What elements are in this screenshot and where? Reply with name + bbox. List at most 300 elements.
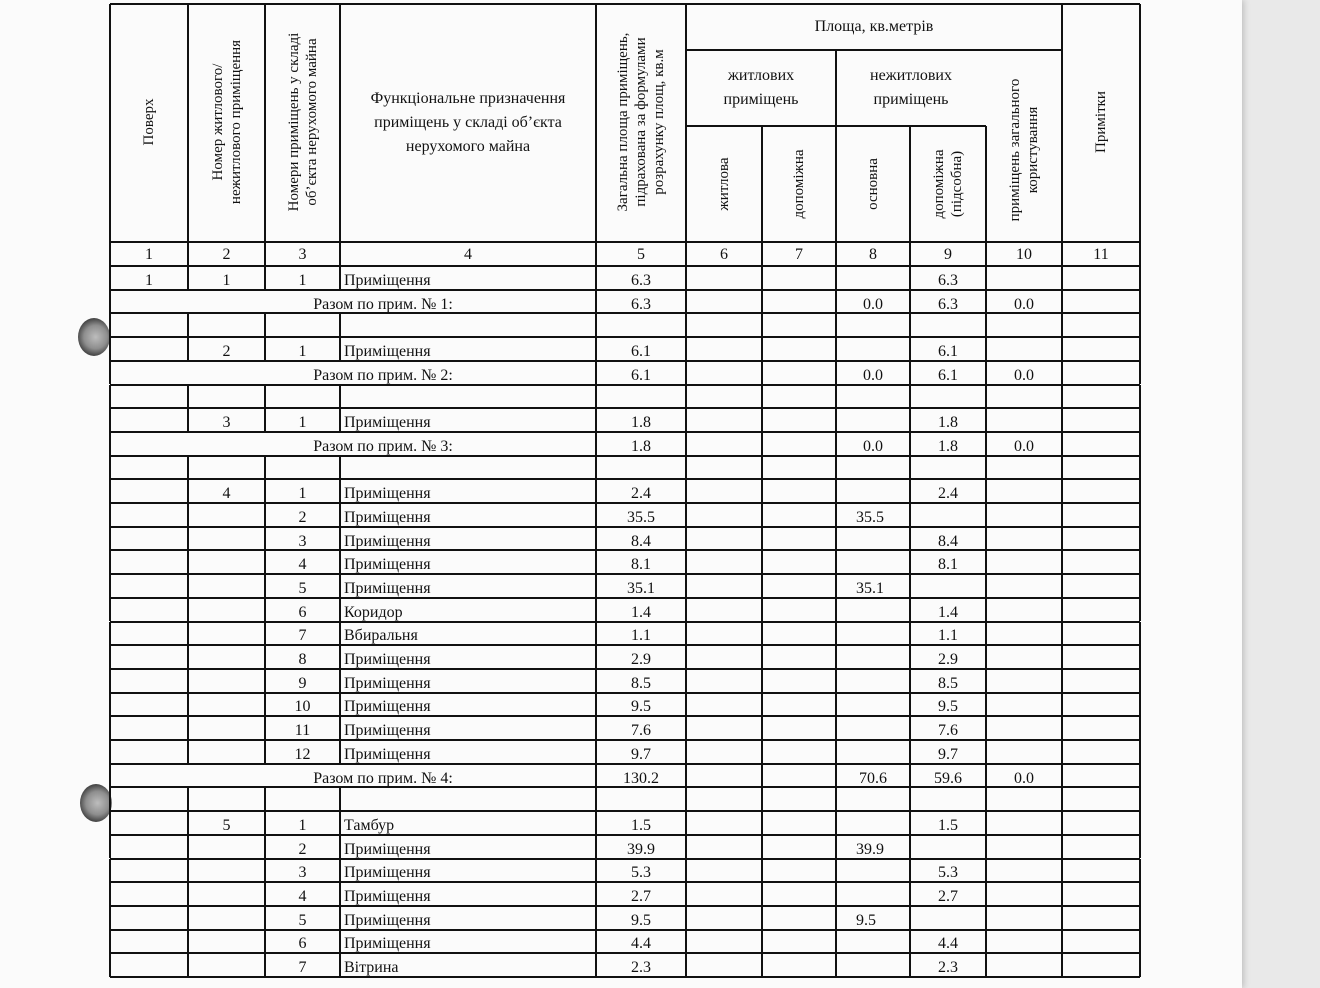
table-vline: [264, 4, 266, 266]
cell-purpose: Приміщення: [344, 745, 431, 763]
table-vline: [835, 479, 837, 503]
cell-room-number: 3: [298, 864, 307, 882]
col-aux-util-header-line: (підсобна): [949, 150, 965, 218]
table-vline: [187, 385, 189, 409]
subtotal-total: 130.2: [623, 769, 659, 787]
table-vline: [187, 527, 189, 551]
cell-purpose: Приміщення: [344, 342, 431, 360]
col-total-area-header-line: Загальна площа приміщень,: [615, 32, 631, 212]
table-vline: [187, 906, 189, 930]
table-vline: [761, 408, 763, 432]
subtotal-main: 0.0: [863, 295, 883, 313]
cell-purpose: Приміщення: [344, 674, 431, 692]
cell-total-area: 6.1: [631, 342, 651, 360]
cell-room-number: 4: [298, 556, 307, 574]
table-vline: [1139, 313, 1141, 337]
table-vline: [187, 669, 189, 693]
table-vline: [835, 645, 837, 669]
area-group-header: Площа, кв.метрів: [814, 18, 934, 35]
table-vline: [1139, 645, 1141, 669]
cell-aux-area: 2.4: [938, 485, 958, 503]
subtotal-common: 0.0: [1014, 366, 1034, 384]
table-vline: [109, 716, 111, 740]
table-vline: [835, 693, 837, 717]
table-vline: [264, 385, 266, 409]
col-common-header-line: приміщень загального: [1007, 78, 1023, 222]
cell-total-area: 5.3: [631, 864, 651, 882]
cell-aux-area: 8.5: [938, 674, 958, 692]
cell-floor: 1: [145, 271, 153, 289]
cell-room-number: 3: [298, 532, 307, 550]
cell-total-area: 9.7: [631, 745, 651, 763]
table-vline: [1061, 645, 1063, 669]
table-vline: [1061, 337, 1063, 361]
subtotal-aux: 1.8: [938, 437, 958, 455]
cell-total-area: 2.7: [631, 888, 651, 906]
table-vline: [761, 503, 763, 527]
cell-room-number: 1: [298, 485, 307, 503]
subtotal-label: Разом по прим. № 3:: [313, 437, 453, 455]
table-vline: [909, 385, 911, 409]
table-vline: [1061, 716, 1063, 740]
cell-purpose: Приміщення: [344, 485, 431, 503]
table-vline: [109, 313, 111, 337]
table-vline: [835, 456, 837, 480]
table-vline: [835, 408, 837, 432]
table-vline: [109, 906, 111, 930]
table-vline: [1061, 598, 1063, 622]
table-vline: [835, 598, 837, 622]
table-vline: [761, 787, 763, 811]
table-vline: [1061, 4, 1063, 266]
cell-total-area: 6.3: [631, 271, 651, 289]
table-vline: [985, 385, 987, 409]
cell-total-area: 9.5: [631, 911, 651, 929]
cell-purpose: Приміщення: [344, 556, 431, 574]
table-vline: [187, 787, 189, 811]
cell-purpose: Приміщення: [344, 579, 431, 597]
table-vline: [985, 835, 987, 859]
table-vline: [909, 126, 911, 266]
table-vline: [595, 4, 597, 266]
cell-purpose: Приміщення: [344, 935, 431, 953]
table-vline: [109, 385, 111, 409]
table-vline: [761, 906, 763, 930]
cell-total-area: 2.3: [631, 959, 651, 977]
cell-purpose: Приміщення: [344, 651, 431, 669]
column-number: 1: [145, 246, 153, 263]
cell-total-area: 1.5: [631, 816, 651, 834]
cell-room-number: 4: [298, 888, 307, 906]
table-vline: [1139, 456, 1141, 480]
table-vline: [835, 930, 837, 954]
table-vline: [835, 622, 837, 646]
table-vline: [1061, 313, 1063, 337]
cell-purpose: Приміщення: [344, 414, 431, 432]
col-room-numbers-header-line: об’єкта нерухомого майна: [303, 38, 320, 206]
column-number: 9: [944, 246, 952, 263]
subtotal-common: 0.0: [1014, 295, 1034, 313]
table-vline: [1139, 574, 1141, 598]
table-vline: [761, 716, 763, 740]
table-vline: [835, 385, 837, 409]
cell-aux-area: 5.3: [938, 864, 958, 882]
table-vline: [109, 527, 111, 551]
cell-unit-number: 3: [222, 414, 231, 432]
table-vline: [1139, 266, 1141, 290]
cell-total-area: 8.5: [631, 674, 651, 692]
table-vline: [187, 693, 189, 717]
cell-room-number: 1: [298, 342, 307, 360]
cell-purpose: Приміщення: [344, 698, 431, 716]
subtotal-label: Разом по прим. № 4:: [313, 769, 453, 787]
table-vline: [1139, 479, 1141, 503]
table-vline: [187, 953, 189, 977]
table-vline: [187, 835, 189, 859]
subtotal-total: 6.3: [631, 295, 651, 313]
table-vline: [1139, 811, 1141, 835]
col-main-header-line: основна: [865, 158, 881, 210]
table-vline: [595, 456, 597, 480]
table-vline: [109, 693, 111, 717]
cell-aux-area: 9.7: [938, 745, 958, 763]
table-vline: [835, 882, 837, 906]
table-vline: [985, 126, 987, 266]
table-vline: [761, 361, 763, 385]
table-vline: [761, 432, 763, 456]
cell-purpose: Коридор: [344, 603, 403, 621]
table-vline: [761, 126, 763, 266]
table-vline: [187, 882, 189, 906]
table-vline: [835, 550, 837, 574]
table-vline: [109, 669, 111, 693]
col-aux-util-header-line: допоміжна: [931, 149, 947, 219]
cell-unit-number: 1: [222, 271, 231, 289]
table-vline: [109, 811, 111, 835]
table-vline: [1061, 811, 1063, 835]
residential-group-header-line: приміщень: [723, 91, 799, 108]
cell-aux-area: 6.3: [938, 271, 958, 289]
col-aux-header-line: допоміжна: [791, 149, 807, 219]
table-vline: [909, 313, 911, 337]
table-vline: [1061, 385, 1063, 409]
cell-aux-area: 1.8: [938, 414, 958, 432]
table-vline: [761, 953, 763, 977]
table-vline: [595, 313, 597, 337]
table-vline: [187, 574, 189, 598]
subtotal-total: 1.8: [631, 437, 651, 455]
col-purpose-header-line: Функціональне призначення: [370, 90, 566, 107]
table-vline: [109, 740, 111, 764]
cell-purpose: Приміщення: [344, 864, 431, 882]
table-vline: [1061, 527, 1063, 551]
table-vline: [761, 598, 763, 622]
table-vline: [835, 787, 837, 811]
table-vline: [1139, 337, 1141, 361]
table-vline: [1139, 527, 1141, 551]
table-vline: [1061, 266, 1063, 290]
cell-room-number: 10: [294, 698, 311, 716]
subtotal-main: 0.0: [863, 437, 883, 455]
table-vline: [109, 882, 111, 906]
table-vline: [985, 313, 987, 337]
table-vline: [835, 953, 837, 977]
cell-total-area: 2.4: [631, 485, 651, 503]
subtotal-label: Разом по прим. № 1:: [313, 295, 453, 313]
table-vline: [1139, 953, 1141, 977]
table-vline: [1061, 503, 1063, 527]
cell-room-number: 6: [298, 935, 307, 953]
cell-unit-number: 4: [222, 485, 231, 503]
table-vline: [109, 622, 111, 646]
punch-hole-top: [78, 318, 110, 356]
table-vline: [985, 906, 987, 930]
table-vline: [761, 669, 763, 693]
table-vline: [187, 550, 189, 574]
table-vline: [187, 503, 189, 527]
table-vline: [1139, 740, 1141, 764]
table-vline: [761, 622, 763, 646]
table-vline: [109, 787, 111, 811]
column-number: 6: [720, 246, 728, 263]
cell-aux-area: 2.7: [938, 888, 958, 906]
cell-total-area: 35.5: [627, 508, 655, 526]
table-vline: [109, 337, 111, 361]
table-vline: [835, 313, 837, 337]
cell-main-area: 35.1: [856, 579, 884, 597]
table-vline: [187, 930, 189, 954]
table-vline: [109, 598, 111, 622]
table-vline: [1139, 598, 1141, 622]
table-vline: [1061, 622, 1063, 646]
table-vline: [761, 527, 763, 551]
table-vline: [685, 313, 687, 337]
cell-total-area: 2.9: [631, 651, 651, 669]
table-vline: [1139, 503, 1141, 527]
table-vline: [1139, 764, 1141, 788]
table-vline: [761, 882, 763, 906]
cell-aux-area: 9.5: [938, 698, 958, 716]
table-vline: [1139, 930, 1141, 954]
table-vline: [1061, 408, 1063, 432]
table-vline: [1061, 835, 1063, 859]
table-vline: [187, 313, 189, 337]
cell-room-number: 1: [298, 816, 307, 834]
cell-aux-area: 8.4: [938, 532, 958, 550]
table-vline: [109, 835, 111, 859]
nonresidential-group-header-line: нежитлових: [870, 67, 952, 84]
cell-aux-area: 1.1: [938, 627, 958, 645]
table-vline: [109, 645, 111, 669]
table-vline: [1139, 787, 1141, 811]
column-number: 10: [1016, 246, 1032, 263]
table-vline: [909, 456, 911, 480]
table-vline: [1061, 859, 1063, 883]
cell-room-number: 2: [298, 840, 307, 858]
subtotal-label: Разом по прим. № 2:: [313, 366, 453, 384]
cell-total-area: 4.4: [631, 935, 651, 953]
column-number: 11: [1093, 246, 1109, 263]
cell-room-number: 6: [298, 603, 307, 621]
table-vline: [761, 385, 763, 409]
table-vline: [1139, 859, 1141, 883]
table-vline: [109, 503, 111, 527]
table-vline: [685, 4, 687, 266]
table-vline: [1061, 953, 1063, 977]
table-vline: [761, 859, 763, 883]
table-vline: [685, 787, 687, 811]
table-vline: [109, 953, 111, 977]
cell-purpose: Приміщення: [344, 722, 431, 740]
table-vline: [1061, 882, 1063, 906]
table-vline: [1061, 669, 1063, 693]
cell-aux-area: 1.5: [938, 816, 958, 834]
table-vline: [761, 479, 763, 503]
cell-aux-area: 1.4: [938, 603, 958, 621]
column-number: 3: [298, 246, 307, 263]
table-vline: [1139, 550, 1141, 574]
table-vline: [264, 313, 266, 337]
table-vline: [1061, 574, 1063, 598]
table-vline: [985, 574, 987, 598]
table-vline: [339, 4, 341, 266]
table-vline: [1139, 622, 1141, 646]
table-vline: [835, 811, 837, 835]
table-vline: [187, 456, 189, 480]
col-unit-number-header-line: Номер житлового/: [209, 63, 226, 181]
table-vline: [109, 456, 111, 480]
table-vline: [1139, 4, 1141, 266]
cell-unit-number: 5: [222, 816, 231, 834]
cell-total-area: 9.5: [631, 698, 651, 716]
cell-purpose: Тамбур: [344, 816, 395, 834]
cell-aux-area: 4.4: [938, 935, 958, 953]
table-vline: [264, 456, 266, 480]
subtotal-common: 0.0: [1014, 769, 1034, 787]
table-vline: [187, 598, 189, 622]
table-vline: [1139, 693, 1141, 717]
col-room-numbers-header-line: Номери приміщень у складі: [285, 32, 302, 212]
table-vline: [761, 266, 763, 290]
table-vline: [835, 859, 837, 883]
table-vline: [1061, 479, 1063, 503]
cell-unit-number: 2: [222, 342, 231, 360]
table-vline: [339, 456, 341, 480]
table-vline: [761, 313, 763, 337]
table-vline: [1139, 385, 1141, 409]
cell-room-number: 5: [298, 579, 307, 597]
column-number: 4: [464, 246, 472, 263]
table-vline: [109, 930, 111, 954]
col-total-area-header-line: розрахунку площ, кв.м: [651, 49, 667, 195]
table-vline: [985, 503, 987, 527]
table-vline: [761, 337, 763, 361]
table-vline: [109, 574, 111, 598]
col-common-header-line: користування: [1025, 106, 1041, 194]
cell-total-area: 8.1: [631, 556, 651, 574]
table-hline: [686, 49, 1062, 51]
cell-main-area: 9.5: [856, 911, 876, 929]
table-vline: [187, 645, 189, 669]
table-vline: [187, 4, 189, 266]
subtotal-common: 0.0: [1014, 437, 1034, 455]
column-number: 2: [222, 246, 231, 263]
cell-room-number: 7: [298, 627, 307, 645]
cell-aux-area: 2.9: [938, 651, 958, 669]
table-vline: [1139, 716, 1141, 740]
table-vline: [761, 811, 763, 835]
table-vline: [109, 408, 111, 432]
table-vline: [1139, 432, 1141, 456]
col-notes-header-line: Примітки: [1093, 91, 1109, 153]
table-vline: [1139, 882, 1141, 906]
table-vline: [187, 740, 189, 764]
cell-total-area: 8.4: [631, 532, 651, 550]
table-vline: [1061, 906, 1063, 930]
cell-purpose: Приміщення: [344, 271, 431, 289]
cell-total-area: 1.4: [631, 603, 651, 621]
col-purpose-header-line: приміщень у складі об’єкта: [374, 114, 562, 131]
cell-aux-area: 8.1: [938, 556, 958, 574]
table-vline: [109, 4, 111, 266]
table-vline: [595, 787, 597, 811]
cell-main-area: 35.5: [856, 508, 884, 526]
table-vline: [835, 740, 837, 764]
table-vline: [761, 740, 763, 764]
cell-aux-area: 6.1: [938, 342, 958, 360]
table-vline: [761, 764, 763, 788]
table-vline: [339, 313, 341, 337]
cell-purpose: Приміщення: [344, 840, 431, 858]
cell-total-area: 1.8: [631, 414, 651, 432]
cell-room-number: 11: [294, 722, 311, 740]
table-vline: [835, 266, 837, 290]
table-vline: [761, 645, 763, 669]
table-vline: [1061, 693, 1063, 717]
table-vline: [264, 787, 266, 811]
table-vline: [1139, 669, 1141, 693]
subtotal-aux: 59.6: [934, 769, 962, 787]
table-vline: [1139, 290, 1141, 314]
table-vline: [909, 787, 911, 811]
cell-room-number: 5: [298, 911, 307, 929]
table-vline: [985, 787, 987, 811]
table-vline: [339, 787, 341, 811]
table-vline: [1061, 550, 1063, 574]
table-vline: [187, 859, 189, 883]
table-vline: [109, 859, 111, 883]
table-vline: [1061, 787, 1063, 811]
col-living-header-line: житлова: [716, 157, 732, 211]
table-vline: [109, 479, 111, 503]
table-vline: [685, 385, 687, 409]
table-vline: [985, 456, 987, 480]
cell-aux-area: 7.6: [938, 722, 958, 740]
table-vline: [761, 550, 763, 574]
cell-room-number: 2: [298, 508, 307, 526]
column-number: 8: [869, 246, 877, 263]
subtotal-total: 6.1: [631, 366, 651, 384]
cell-total-area: 39.9: [627, 840, 655, 858]
cell-purpose: Приміщення: [344, 508, 431, 526]
table-vline: [595, 385, 597, 409]
table-vline: [761, 290, 763, 314]
table-vline: [835, 716, 837, 740]
col-floor-header-line: Поверх: [141, 98, 157, 146]
table-vline: [685, 456, 687, 480]
table-vline: [1139, 906, 1141, 930]
table-vline: [1139, 835, 1141, 859]
